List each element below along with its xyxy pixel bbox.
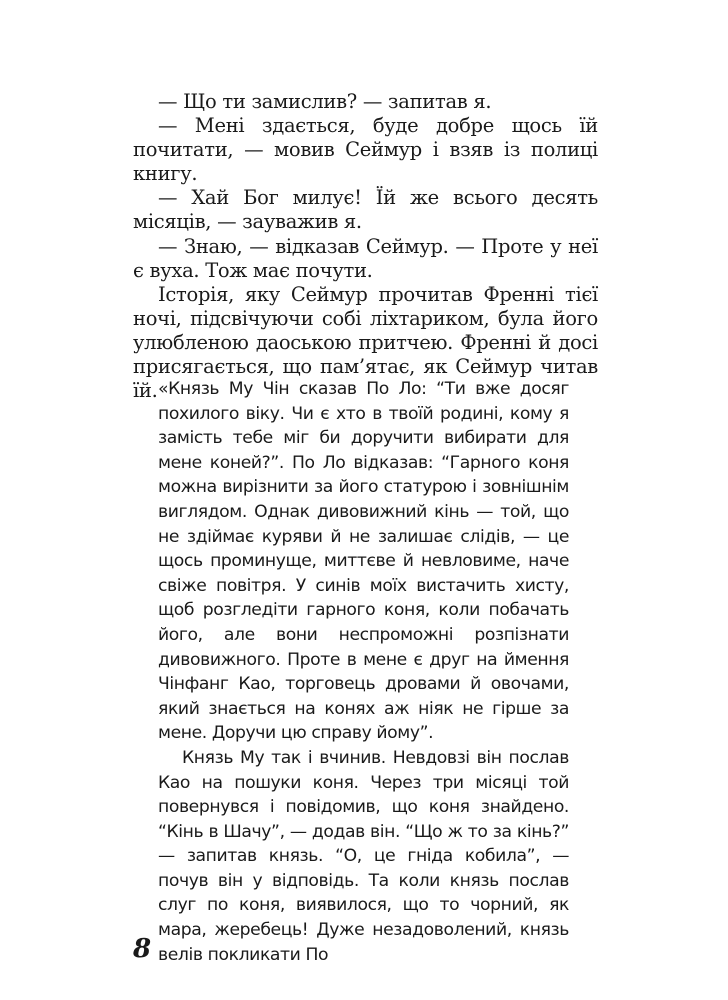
dialogue-paragraph: — Знаю, — відказав Сеймур. — Проте у неї є вуха. Тож має почути. xyxy=(133,234,598,282)
parable-quote-block xyxy=(158,377,569,967)
dialogue-paragraph: — Хай Бог милує! Їй же всього десять місяців, — зауважив я. xyxy=(133,186,598,234)
narrative-paragraph: Історія, яку Сеймур прочитав Френні тієї ночі, підсвічуючи собі ліхтариком, була його улюбленою даоською притчею. Френні й досі присягається, що пам’ятає, як Сеймур читав їй. xyxy=(133,282,598,403)
dialogue-paragraph: — Мені здається, буде добре щось їй почитати, — мовив Сеймур і взяв із полиці книгу. xyxy=(133,114,598,186)
quote-paragraph: Князь Му так і вчинив. Невдовзі він послав Као на пошуки коня. Через три місяці той повернувся і повідомив, що коня знайдено. “Кінь в Шачу”, — додав він. “Що ж то за кінь?” — запитав князь. “О, це гніда кобила”, — почув він у відповідь. Та коли князь послав слуг по коня, виявилося, що то чорний, як мара, жеребець! Дуже незадоволений, князь велів покликати По xyxy=(158,747,569,965)
dialogue-paragraph: — Що ти замислив? — запитав я. xyxy=(158,90,492,113)
main-text-block xyxy=(133,90,598,403)
page-number: 8 xyxy=(133,934,152,964)
quote-paragraph: «Князь Му Чін сказав По Ло: “Ти вже досяг похилого віку. Чи є хто в твоїй родині, кому я замість тебе міг би доручити вибирати для мене коней?”. По Ло відказав: “Гарного коня можна вирізнити за його статурою і зовнішнім виглядом. Однак дивовижний кінь — той, що не здіймає куряви й не залишає слідів, — це щось проминуще, миттєве й невловиме, наче свіже повітря. У синів моїх вистачить хисту, щоб розгледіти гарного коня, коли побачать його, але вони неспроможні розпізнати дивовижного. Проте в мене є друг на ймення Чінфанг Као, торговець дровами й овочами, який знається на конях аж ніяк не гірше за мене. Доручи цю справу йому”. xyxy=(158,379,569,744)
